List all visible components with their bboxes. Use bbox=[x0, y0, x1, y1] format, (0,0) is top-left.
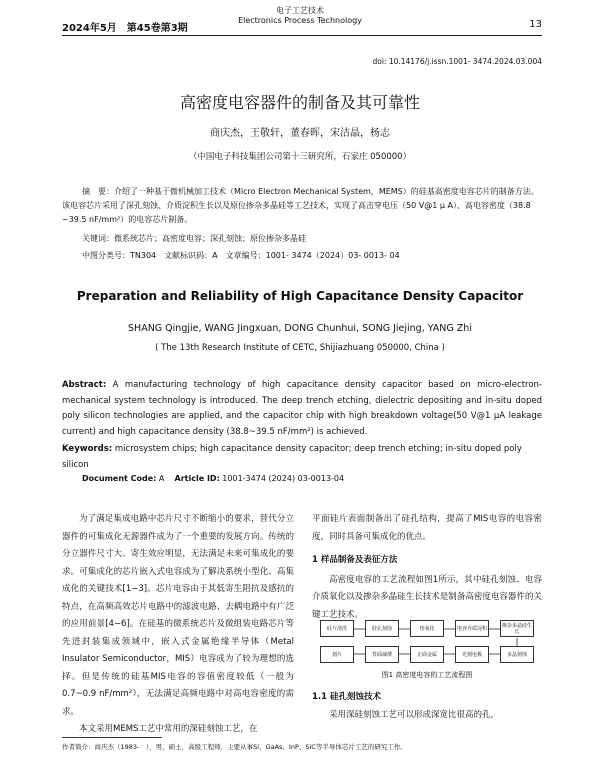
author-footnote: 作者简介：商庆杰（1983- ），男，硕士，高级工程师，主要从事Si、GaAs、InP、SiC等半导体芯片工艺的研究工作。 bbox=[62, 743, 407, 751]
article-id-value: 1001-3474 (2024) 03-0013-04 bbox=[219, 474, 345, 483]
abstract-cn: 摘 要：介绍了一种基于微机械加工技术（Micro Electron Mechanical System，MEMS）的硅基高密度电容芯片的制备方法。该电容芯片采用了深孔刻蚀、介质淀积生长以及原位掺杂多晶硅等工艺技术，实现了高击穿电压（50 V@1 μ A）、高电容密度（38.8 ~39.5 nF/mm²）的电容芯片制备。 bbox=[62, 187, 539, 224]
keywords-en-label: Keywords: bbox=[62, 444, 113, 454]
issue-info: 2024年5月 第45卷第3期 bbox=[62, 23, 188, 34]
journal-name bbox=[0, 6, 600, 26]
footnote-rule bbox=[62, 737, 162, 738]
header-rule bbox=[62, 35, 542, 36]
flow-step: 硅孔刻蚀 bbox=[365, 620, 399, 637]
doi: doi: 10.14176/j.issn.1001- 3474.2024.03.004 bbox=[372, 57, 542, 66]
abstract-en-label: Abstract: bbox=[62, 380, 107, 390]
title-en: Preparation and Reliability of High Capacitance Density Capacitor bbox=[76, 289, 524, 303]
flow-step: 划片 bbox=[320, 646, 354, 663]
journal-name-cn: 电子工艺技术 bbox=[276, 6, 324, 15]
document-code bbox=[82, 474, 344, 483]
abstract-en-text: A manufacturing technology of high capacitance density capacitor based on micro-electron-mechanical system technology is introduced. The deep trench etching, dielectric depositing and in-situ doped poly silicon technologies are applied, and the capacitor chip with high breakdown voltage(50 V@1 μA leakage current) and high capacitance density (38.8~39.5 nF/mm²) is achieved. bbox=[62, 380, 542, 437]
flow-step: 硅片清洗 bbox=[320, 620, 354, 637]
flow-step: 光刻电极 bbox=[455, 646, 489, 663]
flow-step: 正面金属 bbox=[410, 646, 444, 663]
body-paragraph: 本文采用MEMS工艺中常用的深硅刻蚀工艺，在 bbox=[79, 724, 258, 734]
body-paragraph-continued: 平面硅片表面制备出了硅孔结构，提高了MIS电容的电容密度，同时具备可集成化的优点。 bbox=[312, 514, 542, 542]
journal-name-en: Electronics Process Technology bbox=[238, 16, 362, 25]
keywords-en-text: microsystem chips; high capacitance density capacitor; deep trench etching; in-situ doped poly silicon bbox=[62, 444, 522, 470]
subsection-heading: 1.1 硅孔刻蚀技术 bbox=[312, 692, 382, 702]
keywords-cn: 关键词：微系统芯片；高密度电容；深孔刻蚀；原位掺杂多晶硅 bbox=[82, 234, 306, 243]
section-1-text: 高密度电容的工艺流程如图1所示，其中硅孔刻蚀、电容介质氧化以及掺杂多晶硅生长技术是制备高密度电容器件的关键工艺技术。 bbox=[312, 574, 542, 620]
keywords-en bbox=[62, 442, 542, 473]
article-id-label: Article ID: bbox=[174, 474, 220, 483]
classification-cn: 中图分类号：TN304 文献标识码：A 文章编号：1001- 3474（2024）03- 0013- 04 bbox=[82, 251, 400, 260]
abstract-en bbox=[62, 378, 542, 440]
doc-code-label: Document Code: bbox=[82, 474, 157, 483]
flow-step: 背面减薄 bbox=[365, 646, 399, 663]
title-cn: 高密度电容器件的制备及其可靠性 bbox=[179, 93, 420, 112]
authors-cn: 商庆杰，王敬轩，董春晖，宋洁晶，杨志 bbox=[210, 128, 390, 139]
section-1-heading: 1 样品制备及表征方法 bbox=[312, 555, 398, 565]
affiliation-en: ( The 13th Research Institute of CETC, Shijiazhuang 050000, China ) bbox=[155, 343, 445, 353]
flow-step: 电容介质淀积 bbox=[455, 620, 489, 637]
body-right-column bbox=[312, 511, 542, 624]
body-left-column bbox=[62, 511, 294, 739]
flow-step: 多晶刻蚀 bbox=[500, 646, 534, 663]
flow-step: 掺杂多晶硅生长 bbox=[500, 620, 534, 637]
body-paragraph: 为了满足集成电路中芯片尺寸不断缩小的要求，替代分立器件的可集成化无源器件成为了一个重要的发展方向。传统的分立器件尺寸大、寄生效应明显，无法满足未来可集成化的要求。可集成化的芯片嵌入式电容成为了解决系统小型化、高集成化的关键技术[1−3]。芯片电容由于其低寄生阻抗及感抗的特点，在高频高效芯片电路中的滤波电路、去耦电路中有广泛的应用前景[4−6]。在硅基的微系统芯片及微组装电路芯片等先进封装集成领域中，嵌入式金属绝缘半导体（Metal Insulator Semiconductor，MIS）电容成为了较为理想的选择。但是传统的硅基MIS电容的容值密度较低（一般为0.7~0.9 nF/mm²），无法满足高频电路中对高电容密度的需求。 bbox=[62, 514, 294, 717]
doc-code-value: A bbox=[156, 474, 165, 483]
subsection-text: 采用深硅刻蚀工艺可以形成深宽比很高的孔， bbox=[329, 710, 500, 720]
authors-en: SHANG Qingjie, WANG Jingxuan, DONG Chunhui, SONG Jiejing, YANG Zhi bbox=[128, 323, 472, 334]
affiliation-cn: （中国电子科技集团公司第十三研究所，石家庄 050000） bbox=[188, 152, 412, 162]
flow-step: 热氧化 bbox=[410, 620, 444, 637]
page-number: 13 bbox=[529, 19, 542, 30]
figure-caption: 图1 高密度电容的工艺流程图 bbox=[381, 671, 473, 679]
